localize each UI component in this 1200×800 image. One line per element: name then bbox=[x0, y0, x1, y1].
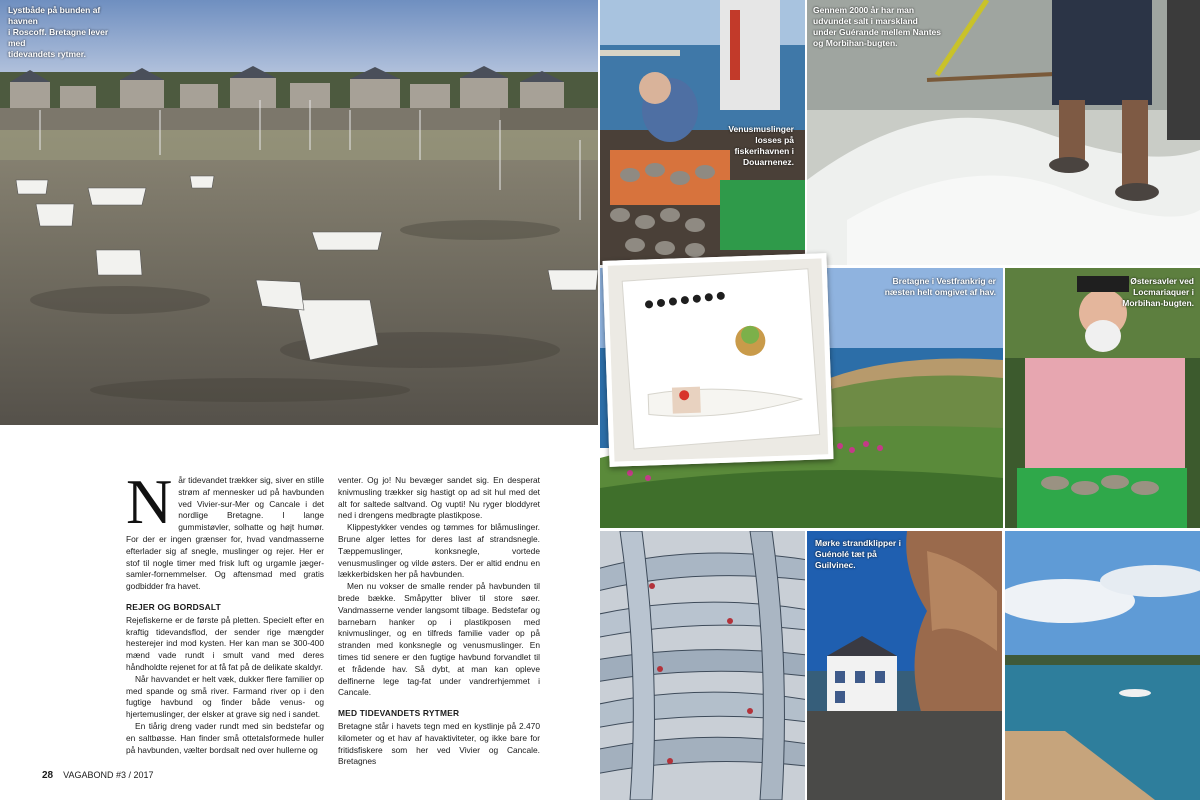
article-paragraph-7: Bretagne står i havets tegn med en kystlinje på 2.470 kilometer og et hav af havaktiviteter, og ikke bare for fritidsfiskere som her ved Vivier og Cancale. Bretagnes bbox=[338, 720, 540, 767]
sardines-illustration bbox=[600, 531, 805, 800]
article-paragraph-4: venter. Og jo! Nu bevæger sandet sig. En desperat knivmusling trækker sig hastigt op ad sit hul med det alt for saltede saltvand. Og vupti! Nu ryger bloddyret ned i drengens medbragte plastikpose. bbox=[338, 475, 540, 521]
oyster-caption: Østersavler ved Locmariaquer i Morbihan-bugten. bbox=[1122, 276, 1194, 308]
coast-caption: Bretagne i Vestfrankrig er næsten helt omgivet af hav. bbox=[884, 276, 996, 297]
magazine-issue: VAGABOND #3 / 2017 bbox=[63, 770, 154, 780]
bay-illustration bbox=[1005, 531, 1200, 800]
drop-cap: N bbox=[126, 466, 173, 537]
article-heading-1: REJER OG BORDSALT bbox=[126, 601, 221, 612]
harbor-caption: Lystbåde på bunden af havnen i Roscoff. Bretagne lever med tidevandets rytmer. bbox=[8, 5, 109, 59]
rocks-illustration bbox=[807, 531, 1002, 800]
bay-photo bbox=[1005, 531, 1200, 800]
rocks-caption: Mørke strandklipper i Guénolé tæt på Guilvinec. bbox=[815, 538, 901, 570]
salt-caption: Gennem 2000 år har man udvundet salt i marskland under Guérande mellem Nantes og Morbihan-bugten. bbox=[813, 5, 942, 48]
article-paragraph-6: Men nu vokser de smalle render på havbunden til brede bække. Småpytter bliver til store søer. Vandmasserne vender langsomt tilbage. Bedstefar og barnebarn hanker op i plastikposen med knivmuslinger, og en tilfreds familie vader op på stranden med konksnegle og venusmuslinger. En times tid senere er den fugtige havbund forvandlet til et frådende hav. Så dybt, at man kan opleve delfinerne lege tag-fat under vandrerhjemmet i Cancale. bbox=[338, 581, 540, 698]
dish-photo bbox=[602, 253, 833, 467]
article-paragraph-1: Rejefiskerne er de første på pletten. Specielt efter en kraftig tidevandsflod, der sender rige mængder hesterejer ind mod kysten. Her kan man se 300-400 mænd vade rundt i smult vand med deres håndholdte rejenet for at få fat på de delikate skaldyr. bbox=[126, 614, 324, 672]
article-paragraph-5: Klippestykker vendes og tømmes for blåmuslinger. Brune alger lettes for deres last af strandsnegle. Tæppemuslinger, konksnegle, vortede venusmuslinger og vilde østers. Der er altid endnu en lækkerbidsken her på havbunden. bbox=[338, 522, 540, 580]
sardines-photo bbox=[600, 531, 805, 800]
page-number: 28 bbox=[42, 770, 54, 781]
article-paragraph-2: Når havvandet er helt væk, dukker flere familier op med spande og små river. Farmand river op i den fugtige havbund og finder både venus- og hjertemuslinger, der elsker at grave sig ned i sandet. bbox=[126, 673, 324, 720]
article-column-1 bbox=[126, 466, 324, 756]
rocks-photo bbox=[807, 531, 1002, 800]
clams-caption: Venusmuslinger losses på fiskerihavnen i Douarnenez. bbox=[728, 124, 794, 167]
page-folio bbox=[42, 770, 154, 781]
article-paragraph-3: En tiårig dreng vader rundt med sin bedstefar og en saltbøsse. Han finder små ottetalsformede huller på havbunden, vælter bordsalt ned over hullerne og bbox=[126, 720, 324, 755]
article-heading-2: MED TIDEVANDETS RYTMER bbox=[338, 708, 460, 719]
harbor-photo bbox=[0, 0, 598, 425]
dish-illustration bbox=[608, 258, 829, 461]
article-intro: år tidevandet trækker sig, siver en stille strøm af mennesker ud på havbunden ved Vivier-sur-Mer og Cancale i det nordlige Bretagne. I lange gummistøvler, solhatte og højt humør. For der er ingen grænser for, hvad vandmasserne efterlader sig af snegle, muslinger og rejer. Her er stof til nogle timer med frisk luft og urgamle jæger-samler-fornemmelser. Og aftensmad med gratis godbidder fra havet. bbox=[126, 475, 324, 592]
article-column-2 bbox=[338, 475, 540, 768]
harbor-illustration bbox=[0, 0, 598, 425]
